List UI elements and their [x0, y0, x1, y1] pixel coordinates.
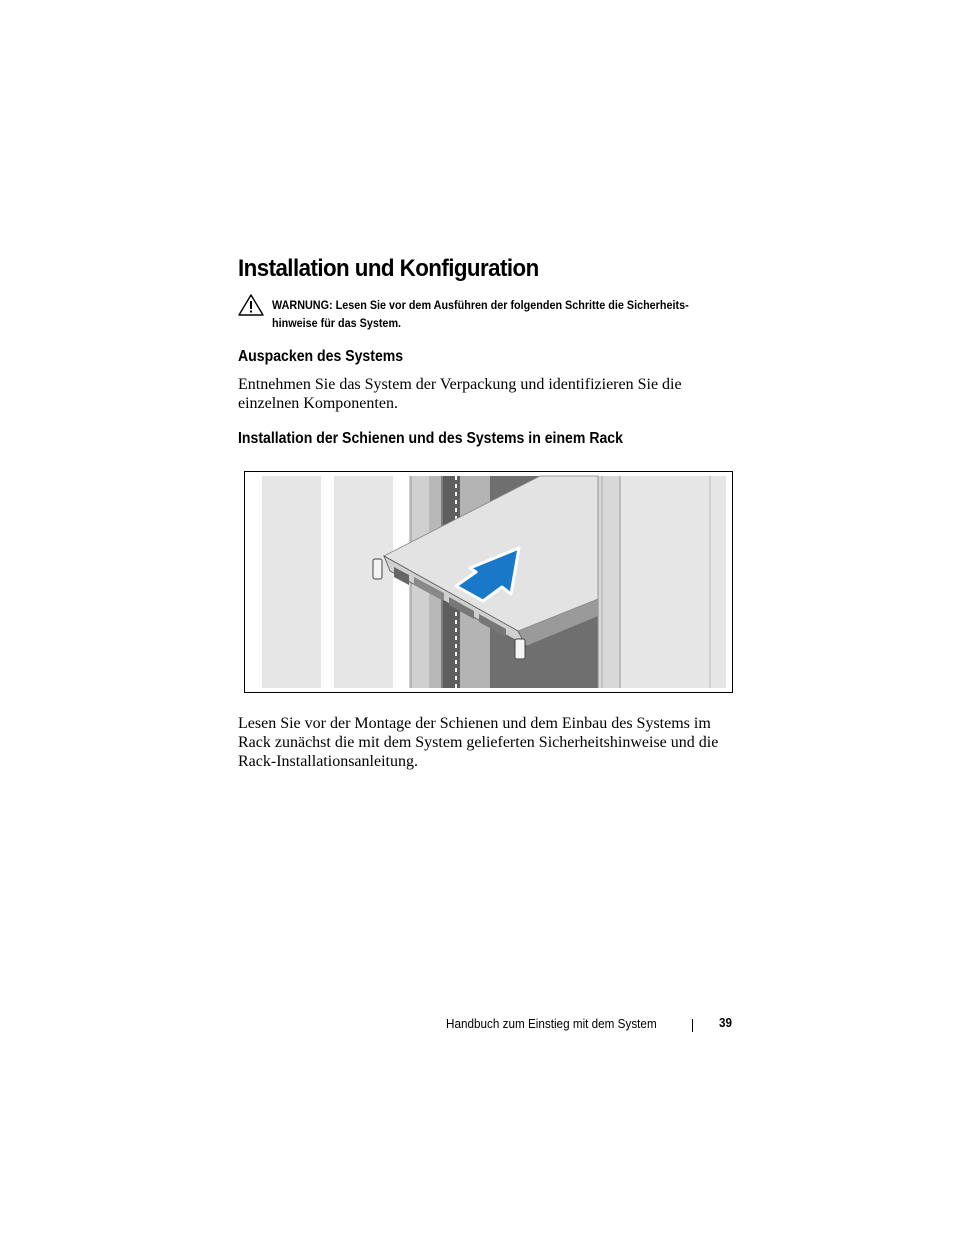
- warning-text: Lesen Sie vor dem Ausführen der folgenden Schritte die Sicherheitshinweise für das System.: [272, 298, 689, 330]
- page-number: 39: [719, 1015, 733, 1030]
- section-paragraph-rack: Lesen Sie vor der Montage der Schienen und dem Einbau des Systems im Rack zunächst die mit dem System gelieferten Sicherheitshinweise und die Rack-Installationsanleitung.: [238, 715, 719, 770]
- warning-label: WARNUNG:: [272, 298, 333, 312]
- warning-icon: [238, 294, 264, 316]
- footer-title: Handbuch zum Einstieg mit dem System: [446, 1016, 657, 1031]
- section-title-rack: Installation der Schienen und des Systems in einem Rack: [238, 430, 623, 447]
- page-title: Installation und Konfiguration: [238, 255, 539, 282]
- section-title-unpacking: Auspacken des Systems: [238, 348, 404, 365]
- warning-note: [272, 296, 704, 332]
- rack-installation-illustration: [244, 471, 733, 693]
- section-paragraph-unpacking: Entnehmen Sie das System der Verpackung und identifizieren Sie die einzelnen Komponenten.: [238, 376, 682, 412]
- footer-separator: [692, 1019, 693, 1032]
